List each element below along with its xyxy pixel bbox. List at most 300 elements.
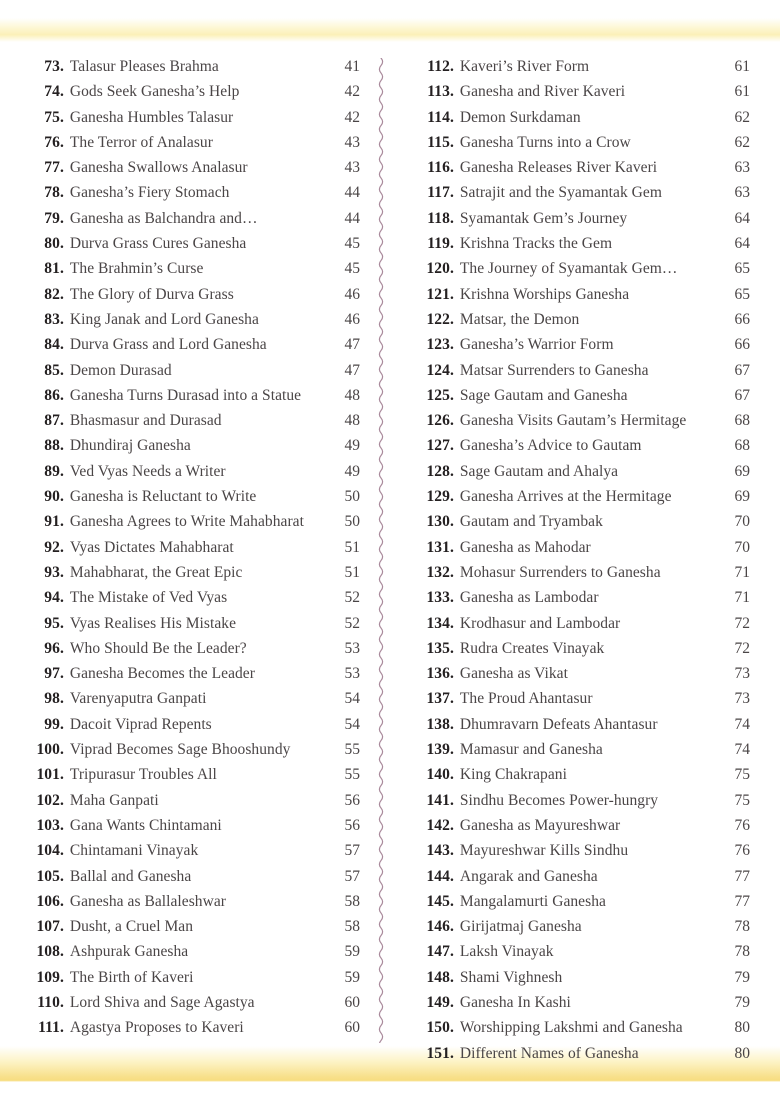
toc-entry-page-number: 70 [734,513,750,531]
toc-entry-title: Kaveri’s River Form [459,58,590,75]
toc-entry-number: 78 [44,184,60,202]
toc-entry[interactable] [14,716,360,741]
toc-entry-title: Demon Durasad [69,361,172,379]
toc-entry[interactable] [14,741,360,766]
toc-entry[interactable] [404,539,750,564]
toc-entry-number-period: . [60,462,64,480]
toc-entry-title: Mayureshwar Kills Sindhu [459,842,629,860]
toc-entry[interactable] [404,412,750,437]
toc-entry[interactable] [404,184,750,209]
toc-entry-number: 80 [44,235,60,253]
toc-entry-title: Ganesha as Ballaleshwar [69,892,226,910]
toc-entry-page-number: 56 [344,816,360,834]
toc-entry-page-number: 73 [734,665,750,683]
toc-entry-title: Agastya Proposes to Kaveri [69,1019,244,1037]
toc-entry-page-number: 73 [734,690,750,708]
toc-entry-page-number: 80 [734,1019,750,1037]
toc-entry-title: Mamasur and Ganesha [459,741,603,759]
toc-entry-number-period: . [60,639,64,657]
toc-entry[interactable] [404,311,750,336]
toc-entry-title: Dusht, a Cruel Man [69,918,194,936]
toc-entry[interactable] [404,893,750,918]
toc-entry[interactable] [404,336,750,361]
toc-entry[interactable] [404,387,750,412]
toc-entry-page-number: 72 [734,614,750,632]
toc-entry-number-period: . [60,842,64,860]
toc-entry-page-number: 71 [734,589,750,607]
toc-entry-page-number: 45 [344,235,360,253]
toc-entry[interactable] [14,817,360,842]
toc-entry-title: Bhasmasur and Durasad [69,412,222,430]
toc-entry[interactable] [14,134,360,159]
toc-entry-title: Ved Vyas Needs a Writer [69,462,226,480]
toc-entry-title: Maha Ganpati [69,791,159,809]
toc-entry-number: 73 [44,58,60,75]
toc-entry-page-number: 62 [734,133,750,151]
toc-entry-number-period: . [60,235,64,253]
toc-entry-number: 141 [426,791,450,809]
toc-entry-number-period: . [450,184,454,202]
toc-entry-number-period: . [60,260,64,278]
toc-entry-number: 84 [44,336,60,354]
toc-entry[interactable] [404,792,750,817]
toc-entry-page-number: 48 [344,412,360,430]
toc-entry-number-period: . [450,766,454,784]
toc-entry-title: Worshipping Lakshmi and Ganesha [459,1019,683,1037]
toc-entry-page-number: 70 [734,538,750,556]
toc-entry-number-period: . [450,639,454,657]
toc-entry-number-period: . [450,589,454,607]
toc-entry-page-number: 50 [344,488,360,506]
toc-entry-title: Ganesha Arrives at the Hermitage [459,488,672,506]
toc-entry-title: Ganesha Becomes the Leader [69,665,255,683]
toc-entry-number-period: . [60,184,64,202]
toc-entry-number-period: . [60,816,64,834]
toc-entry[interactable] [14,943,360,968]
toc-entry-page-number: 56 [344,791,360,809]
toc-entry[interactable] [14,488,360,513]
toc-entry-number: 123 [426,336,450,354]
toc-entry-page-number: 43 [344,133,360,151]
toc-entry[interactable] [14,994,360,1019]
toc-entry-title: Ganesha as Lambodar [459,589,599,607]
toc-entry-title: Rudra Creates Vinayak [459,639,605,657]
toc-entry-number: 93 [44,563,60,581]
toc-entry-page-number: 52 [344,614,360,632]
toc-entry-title: Ganesha as Mayureshwar [459,816,621,834]
toc-entry[interactable] [14,640,360,665]
toc-entry-page-number: 69 [734,488,750,506]
toc-entry[interactable] [14,184,360,209]
toc-entry-number-period: . [60,968,64,986]
toc-entry-number: 111 [38,1019,60,1037]
toc-entry-page-number: 54 [344,715,360,733]
toc-entry[interactable] [14,513,360,538]
toc-entry-number-period: . [60,715,64,733]
toc-entry-page-number: 78 [734,943,750,961]
toc-entry-number: 85 [44,361,60,379]
toc-entry-page-number: 79 [734,993,750,1011]
toc-entry-title: Syamantak Gem’s Journey [459,209,628,227]
toc-entry-number-period: . [450,412,454,430]
toc-entry[interactable] [404,868,750,893]
toc-entry-page-number: 60 [344,1019,360,1037]
toc-entry-page-number: 67 [734,386,750,404]
toc-entry-number: 124 [426,361,450,379]
toc-entry-title: Ganesha as Mahodar [459,538,591,556]
toc-entry[interactable] [14,539,360,564]
toc-entry-number: 91 [44,513,60,531]
toc-entry-page-number: 47 [344,336,360,354]
toc-entry-number-period: . [60,538,64,556]
toc-entry-title: Ganesha Visits Gautam’s Hermitage [459,412,687,430]
toc-entry-page-number: 49 [344,437,360,455]
toc-entry-number-period: . [60,943,64,961]
toc-entry-number: 92 [44,538,60,556]
toc-entry[interactable] [14,336,360,361]
toc-entry-title: Chintamani Vinayak [69,842,199,860]
toc-entry-number: 130 [426,513,450,531]
toc-entry-title: Gana Wants Chintamani [69,816,222,834]
toc-entry[interactable] [404,109,750,134]
toc-entry-number-period: . [450,842,454,860]
toc-entry-number: 117 [427,184,450,202]
toc-entry-number: 99 [44,715,60,733]
toc-entry-number: 112 [427,58,450,75]
toc-entry[interactable] [404,159,750,184]
toc-entry[interactable] [404,766,750,791]
toc-entry-number-period: . [60,614,64,632]
toc-entry-title: Matsar, the Demon [459,310,580,328]
toc-entry-number-period: . [450,690,454,708]
toc-entry-number: 143 [426,842,450,860]
toc-entry-title: Sage Gautam and Ahalya [459,462,619,480]
toc-entry-number-period: . [450,563,454,581]
toc-entry-number: 90 [44,488,60,506]
toc-entry[interactable] [14,918,360,943]
toc-entry-number-period: . [60,437,64,455]
toc-entry-title: Gods Seek Ganesha’s Help [69,83,240,101]
toc-entry-page-number: 75 [734,791,750,809]
toc-entry[interactable] [404,589,750,614]
toc-entry-title: Ganesha Turns into a Crow [459,133,631,151]
toc-entry-title: Different Names of Ganesha [459,1044,639,1062]
toc-entry[interactable] [14,589,360,614]
toc-entry-title: Mohasur Surrenders to Ganesha [459,563,661,581]
toc-entry[interactable] [14,463,360,488]
toc-entry[interactable] [14,362,360,387]
toc-entry[interactable] [14,893,360,918]
toc-entry[interactable] [14,615,360,640]
toc-entry-number-period: . [450,892,454,910]
toc-entry-page-number: 50 [344,513,360,531]
toc-entry-page-number: 77 [734,867,750,885]
toc-entry-page-number: 51 [344,538,360,556]
toc-entry-number-period: . [60,892,64,910]
toc-entry[interactable] [404,134,750,159]
toc-entry-number-period: . [450,968,454,986]
toc-entry-number-period: . [60,1019,64,1037]
toc-entry-number: 103 [36,816,60,834]
toc-entry-title: Ganesha as Balchandra and… [69,209,258,227]
toc-entry[interactable] [404,716,750,741]
toc-entry-page-number: 45 [344,260,360,278]
toc-entry[interactable] [14,286,360,311]
toc-column-left [14,58,360,1045]
toc-entry-number: 147 [426,943,450,961]
toc-entry-number-period: . [60,159,64,177]
toc-entry-number-period: . [60,791,64,809]
toc-entry-number-period: . [450,159,454,177]
toc-entry[interactable] [404,665,750,690]
toc-entry-number-period: . [450,538,454,556]
toc-entry-title: Tripurasur Troubles All [69,766,217,784]
toc-entry-number-period: . [450,1019,454,1037]
toc-entry-number: 104 [36,842,60,860]
toc-entry[interactable] [14,766,360,791]
toc-entry[interactable] [404,994,750,1019]
toc-entry-number: 148 [426,968,450,986]
toc-entry-page-number: 65 [734,260,750,278]
toc-entry[interactable] [404,513,750,538]
toc-entry-title: Ganesha Agrees to Write Mahabharat [69,513,304,531]
toc-entry-number: 105 [36,867,60,885]
toc-entry[interactable] [404,943,750,968]
toc-entry-title: Dacoit Viprad Repents [69,715,212,733]
toc-entry[interactable] [14,109,360,134]
toc-entry-page-number: 58 [344,892,360,910]
toc-entry[interactable] [14,83,360,108]
toc-entry[interactable] [404,690,750,715]
toc-entry-number: 138 [426,715,450,733]
toc-entry-page-number: 75 [734,766,750,784]
toc-entry-page-number: 54 [344,690,360,708]
toc-entry[interactable] [404,615,750,640]
toc-entry-page-number: 74 [734,741,750,759]
toc-entry-title: Krodhasur and Lambodar [459,614,621,632]
toc-entry-page-number: 58 [344,918,360,936]
toc-entry-number: 81 [44,260,60,278]
toc-entry-page-number: 64 [734,235,750,253]
toc-entry-number-period: . [450,513,454,531]
toc-entry-number-period: . [450,816,454,834]
toc-entry-number-period: . [60,336,64,354]
toc-entry-page-number: 63 [734,159,750,177]
toc-entry-title: Sindhu Becomes Power-hungry [459,791,659,809]
toc-column-right [404,58,750,1070]
toc-entry[interactable] [14,58,360,83]
toc-entry-number-period: . [450,437,454,455]
toc-entry[interactable] [404,488,750,513]
toc-entry[interactable] [404,817,750,842]
toc-entry[interactable] [404,1019,750,1044]
toc-entry-number: 88 [44,437,60,455]
toc-entry-number: 100 [36,741,60,759]
toc-entry-title: The Journey of Syamantak Gem… [459,260,678,278]
toc-entry-number: 110 [37,993,60,1011]
toc-entry-page-number: 49 [344,462,360,480]
toc-entry-page-number: 52 [344,589,360,607]
toc-entry-number: 151 [426,1044,450,1062]
toc-entry-page-number: 79 [734,968,750,986]
toc-entry-number-period: . [60,209,64,227]
toc-entry-number-period: . [450,918,454,936]
toc-entry-title: Dhumravarn Defeats Ahantasur [459,715,658,733]
toc-entry-page-number: 68 [734,412,750,430]
toc-entry-page-number: 57 [344,842,360,860]
toc-entry-number-period: . [60,133,64,151]
toc-entry-number-period: . [450,336,454,354]
toc-entry-number-period: . [450,462,454,480]
toc-entry-title: Durva Grass and Lord Ganesha [69,336,267,354]
toc-entry-number-period: . [60,589,64,607]
toc-entry-page-number: 64 [734,209,750,227]
toc-entry[interactable] [404,969,750,994]
toc-entry[interactable] [14,665,360,690]
toc-entry-title: Ganesha’s Fiery Stomach [69,184,230,202]
toc-entry-title: Angarak and Ganesha [459,867,598,885]
toc-entry-number-period: . [450,488,454,506]
toc-entry-number-period: . [60,513,64,531]
toc-entry-title: Viprad Becomes Sage Bhooshundy [69,741,291,759]
toc-entry-number-period: . [60,386,64,404]
toc-entry-number: 87 [44,412,60,430]
toc-entry[interactable] [404,286,750,311]
toc-entry-title: The Glory of Durva Grass [69,285,234,303]
toc-entry-number: 149 [426,993,450,1011]
toc-entry-number: 101 [36,766,60,784]
toc-entry-page-number: 67 [734,361,750,379]
toc-entry[interactable] [14,387,360,412]
toc-entry[interactable] [404,83,750,108]
toc-entry-page-number: 48 [344,386,360,404]
toc-entry-page-number: 66 [734,310,750,328]
toc-entry-title: Sage Gautam and Ganesha [459,386,628,404]
toc-entry-number-period: . [450,361,454,379]
toc-entry-title: The Mistake of Ved Vyas [69,589,228,607]
toc-entry-title: Gautam and Tryambak [459,513,603,531]
toc-entry[interactable] [14,868,360,893]
toc-entry-number: 97 [44,665,60,683]
toc-entry[interactable] [14,842,360,867]
toc-entry-title: Ganesha Releases River Kaveri [459,159,658,177]
toc-entry[interactable] [14,969,360,994]
toc-entry-number: 107 [36,918,60,936]
toc-entry-title: Vyas Dictates Mahabharat [69,538,234,556]
toc-entry-number: 98 [44,690,60,708]
toc-entry-title: King Janak and Lord Ganesha [69,310,259,328]
toc-entry-number: 145 [426,892,450,910]
toc-entry-title: Talasur Pleases Brahma [69,58,219,75]
toc-entry[interactable] [404,463,750,488]
toc-entry-page-number: 61 [734,58,750,75]
toc-entry-page-number: 47 [344,361,360,379]
toc-entry[interactable] [404,564,750,589]
toc-entry-page-number: 53 [344,639,360,657]
toc-entry-number: 127 [426,437,450,455]
toc-entry-page-number: 59 [344,968,360,986]
toc-entry[interactable] [14,159,360,184]
toc-entry-number: 133 [426,589,450,607]
toc-entry-number-period: . [450,1044,454,1062]
toc-entry[interactable] [404,640,750,665]
toc-entry-number: 134 [426,614,450,632]
toc-entry-number: 89 [44,462,60,480]
toc-entry[interactable] [14,311,360,336]
toc-entry-number: 115 [427,133,450,151]
toc-entry-number: 83 [44,310,60,328]
toc-entry[interactable] [404,1045,750,1070]
toc-entry-number: 144 [426,867,450,885]
toc-entry[interactable] [14,564,360,589]
toc-entry[interactable] [404,437,750,462]
toc-entry-page-number: 57 [344,867,360,885]
toc-entry-number-period: . [450,310,454,328]
toc-entry-title: Ganesha Humbles Talasur [69,108,234,126]
toc-entry-number: 146 [426,918,450,936]
toc-entry-title: Varenyaputra Ganpati [69,690,207,708]
toc-entry-page-number: 55 [344,766,360,784]
toc-entry-number-period: . [60,412,64,430]
toc-entry[interactable] [14,235,360,260]
toc-entry-page-number: 42 [344,83,360,101]
toc-entry-title: The Proud Ahantasur [459,690,593,708]
toc-entry-number: 82 [44,285,60,303]
toc-entry[interactable] [14,437,360,462]
toc-entry-number: 118 [427,209,450,227]
toc-entry-page-number: 80 [734,1044,750,1062]
toc-entry-number-period: . [60,83,64,101]
toc-entry-title: Laksh Vinayak [459,943,554,961]
toc-entry[interactable] [404,260,750,285]
toc-entry-title: King Chakrapani [459,766,567,784]
toc-entry[interactable] [404,235,750,260]
toc-entry[interactable] [404,918,750,943]
toc-entry-number: 77 [44,159,60,177]
toc-entry-number: 121 [426,285,450,303]
toc-entry-page-number: 44 [344,184,360,202]
toc-entry-number-period: . [450,791,454,809]
toc-entry-page-number: 61 [734,83,750,101]
toc-entry[interactable] [404,842,750,867]
toc-entry-number: 150 [426,1019,450,1037]
toc-entry-number-period: . [60,993,64,1011]
toc-entry-number: 136 [426,665,450,683]
toc-entry-title: Ganesha In Kashi [459,993,571,1011]
toc-entry[interactable] [14,260,360,285]
toc-entry[interactable] [404,362,750,387]
toc-entry-number: 131 [426,538,450,556]
toc-entry-number-period: . [450,235,454,253]
toc-entry[interactable] [404,58,750,83]
toc-entry-number-period: . [60,285,64,303]
toc-entry-number-period: . [60,741,64,759]
toc-entry[interactable] [14,210,360,235]
toc-entry[interactable] [14,1019,360,1044]
toc-entry[interactable] [14,412,360,437]
toc-entry-page-number: 77 [734,892,750,910]
toc-entry-number: 94 [44,589,60,607]
toc-entry-title: Mahabharat, the Great Epic [69,563,243,581]
toc-entry-page-number: 42 [344,108,360,126]
toc-entry-number-period: . [60,766,64,784]
toc-entry[interactable] [14,690,360,715]
toc-entry-title: The Birth of Kaveri [69,968,194,986]
toc-entry[interactable] [14,792,360,817]
toc-entry[interactable] [404,210,750,235]
toc-entry[interactable] [404,741,750,766]
toc-entry-number-period: . [60,58,64,75]
